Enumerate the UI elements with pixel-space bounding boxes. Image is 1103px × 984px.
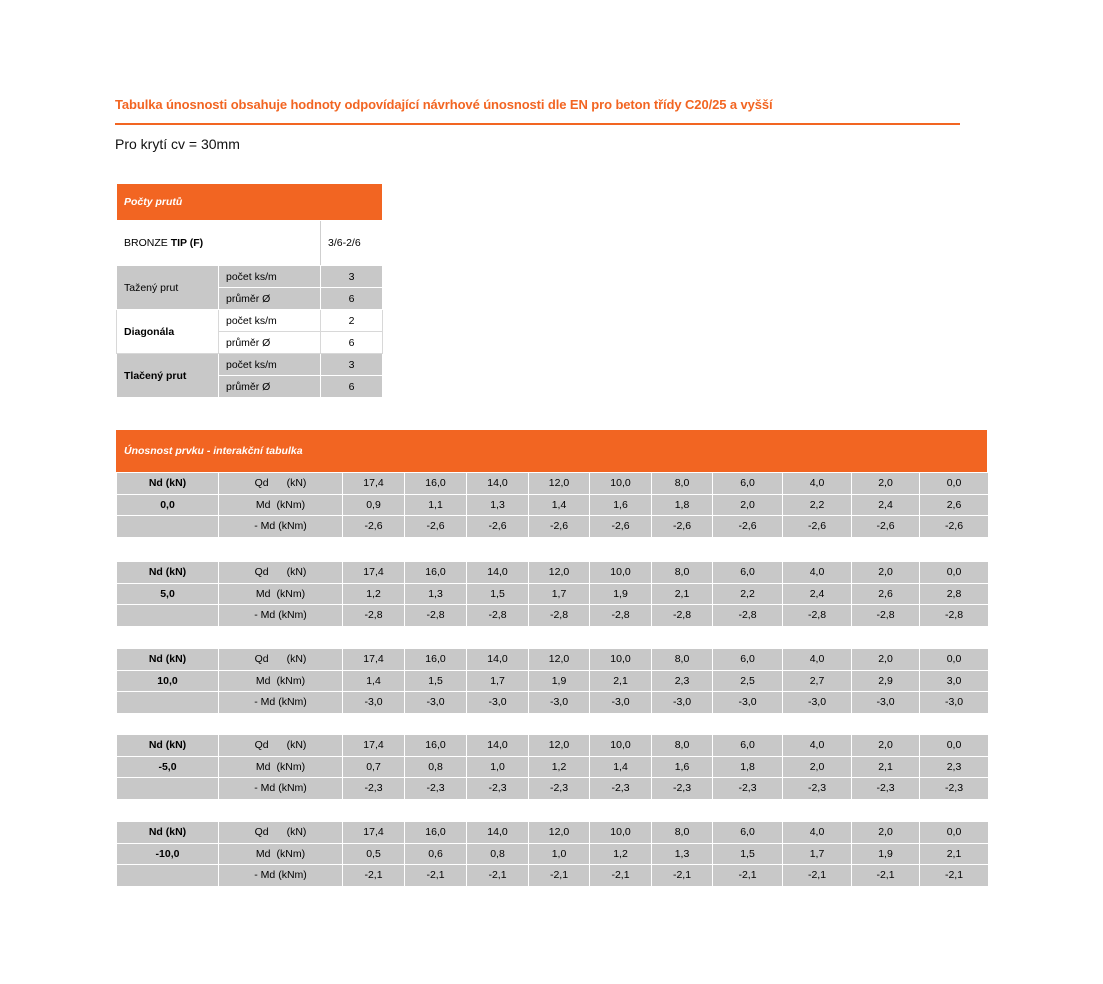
md-label [219,494,343,516]
qd-value: 10,0 [590,562,652,584]
negative-md-value: -2,8 [783,605,852,627]
nd-value: 0,0 [117,494,219,516]
md-value: 3,0 [920,670,989,692]
md-value: 2,3 [920,756,989,778]
negative-md-value: -2,1 [652,865,713,887]
nd-label: Nd (kN) [117,562,219,584]
negative-md-value: -3,0 [713,692,783,714]
qd-value: 14,0 [467,562,529,584]
group-row-value: 3 [321,354,383,376]
qd-unit: (kN) [286,739,307,752]
group-row-value: 6 [321,288,383,310]
negative-md-value: -2,8 [529,605,590,627]
qd-value: 14,0 [467,735,529,757]
md-row [117,494,989,516]
qd-value: 8,0 [652,473,713,495]
negative-md-value: -3,0 [590,692,652,714]
negative-md-value: -2,3 [405,778,467,800]
md-symbol: Md [255,847,271,860]
md-value: 1,5 [405,670,467,692]
negative-md-row [117,692,989,714]
md-value: 2,6 [920,494,989,516]
md-value: 0,6 [405,843,467,865]
negative-md-unit: (kNm) [278,696,307,709]
negative-md-row [117,865,989,887]
qd-value: 10,0 [590,649,652,671]
negative-md-label [219,516,343,538]
md-value: 1,8 [713,756,783,778]
qd-row [117,822,989,844]
qd-value: 10,0 [590,822,652,844]
negative-md-value: -3,0 [852,692,920,714]
md-label [219,843,343,865]
qd-label [219,649,343,671]
group-row-label: počet ks/m [219,266,321,288]
qd-value: 12,0 [529,735,590,757]
qd-value: 8,0 [652,562,713,584]
md-value: 2,1 [652,583,713,605]
qd-value: 4,0 [783,649,852,671]
negative-md-value: -2,6 [467,516,529,538]
md-value: 0,9 [343,494,405,516]
md-label [219,670,343,692]
empty-cell [117,692,219,714]
qd-unit: (kN) [286,566,307,579]
qd-value: 4,0 [783,562,852,584]
qd-symbol: Qd [254,826,269,839]
negative-md-value: -2,8 [405,605,467,627]
md-row [117,843,989,865]
page-heading: Tabulka únosnosti obsahuje hodnoty odpovídající návrhové únosnosti dle EN pro beton třídy C20/25 a vyšší [115,97,773,112]
md-value: 2,2 [713,583,783,605]
md-unit: (kNm) [276,847,306,860]
md-value: 1,9 [852,843,920,865]
negative-md-value: -2,3 [343,778,405,800]
nd-label: Nd (kN) [117,735,219,757]
qd-value: 4,0 [783,822,852,844]
negative-md-unit: (kNm) [278,609,307,622]
empty-cell [117,778,219,800]
qd-value: 2,0 [852,473,920,495]
qd-value: 2,0 [852,649,920,671]
qd-value: 0,0 [920,649,989,671]
qd-value: 17,4 [343,649,405,671]
interaction-table-title: Únosnost prvku - interakční tabulka [116,430,987,472]
negative-md-value: -2,8 [590,605,652,627]
md-value: 1,0 [529,843,590,865]
negative-md-value: -2,1 [343,865,405,887]
md-value: 2,5 [713,670,783,692]
md-label [219,756,343,778]
negative-md-label [219,778,343,800]
interaction-block [116,561,989,627]
qd-value: 14,0 [467,473,529,495]
product-name [117,221,321,266]
md-unit: (kNm) [276,760,306,773]
qd-value: 0,0 [920,822,989,844]
md-unit: (kNm) [276,587,306,600]
md-row [117,756,989,778]
negative-md-value: -3,0 [343,692,405,714]
md-value: 1,9 [590,583,652,605]
negative-md-symbol: - Md [254,782,276,795]
negative-md-value: -2,6 [405,516,467,538]
qd-unit: (kN) [286,477,307,490]
md-value: 2,1 [852,756,920,778]
qd-value: 17,4 [343,735,405,757]
cover-subtitle: Pro krytí cv = 30mm [115,136,240,152]
negative-md-value: -2,3 [713,778,783,800]
product-prefix: BRONZE [124,237,168,249]
md-symbol: Md [255,498,271,511]
qd-value: 14,0 [467,649,529,671]
qd-value: 6,0 [713,649,783,671]
qd-value: 2,0 [852,822,920,844]
md-value: 2,1 [590,670,652,692]
qd-value: 14,0 [467,822,529,844]
md-value: 2,4 [783,583,852,605]
qd-value: 10,0 [590,473,652,495]
negative-md-value: -2,1 [713,865,783,887]
negative-md-value: -3,0 [405,692,467,714]
interaction-block [116,472,989,538]
qd-value: 12,0 [529,473,590,495]
negative-md-value: -2,1 [529,865,590,887]
qd-value: 6,0 [713,735,783,757]
negative-md-value: -2,8 [343,605,405,627]
negative-md-value: -2,8 [852,605,920,627]
nd-label: Nd (kN) [117,649,219,671]
negative-md-value: -2,6 [343,516,405,538]
md-value: 2,0 [783,756,852,778]
qd-value: 10,0 [590,735,652,757]
md-value: 2,4 [852,494,920,516]
qd-value: 16,0 [405,473,467,495]
product-model: TIP (F) [170,237,204,249]
negative-md-value: -2,3 [590,778,652,800]
group-name: Tlačený prut [117,354,219,398]
negative-md-row [117,605,989,627]
negative-md-value: -2,8 [920,605,989,627]
md-unit: (kNm) [276,498,306,511]
md-value: 2,1 [920,843,989,865]
md-value: 1,4 [529,494,590,516]
negative-md-value: -3,0 [920,692,989,714]
md-value: 1,6 [590,494,652,516]
md-value: 0,8 [405,756,467,778]
negative-md-value: -2,6 [713,516,783,538]
qd-label [219,822,343,844]
negative-md-symbol: - Md [254,520,276,533]
negative-md-value: -2,3 [467,778,529,800]
negative-md-unit: (kNm) [278,520,307,533]
negative-md-value: -2,6 [852,516,920,538]
nd-label: Nd (kN) [117,822,219,844]
md-value: 1,3 [652,843,713,865]
qd-value: 6,0 [713,562,783,584]
negative-md-value: -2,3 [783,778,852,800]
negative-md-value: -2,1 [405,865,467,887]
negative-md-symbol: - Md [254,869,276,882]
qd-value: 4,0 [783,735,852,757]
nd-label: Nd (kN) [117,473,219,495]
negative-md-value: -2,8 [713,605,783,627]
negative-md-unit: (kNm) [278,869,307,882]
negative-md-symbol: - Md [254,609,276,622]
negative-md-symbol: - Md [254,696,276,709]
group-row-label: počet ks/m [219,310,321,332]
md-value: 1,2 [343,583,405,605]
md-value: 0,5 [343,843,405,865]
md-value: 1,6 [652,756,713,778]
qd-symbol: Qd [254,653,269,666]
qd-value: 16,0 [405,562,467,584]
empty-cell [117,605,219,627]
qd-value: 17,4 [343,822,405,844]
heading-divider [115,123,960,125]
qd-symbol: Qd [254,477,269,490]
counts-table-title: Počty prutů [117,184,383,221]
md-value: 1,7 [783,843,852,865]
md-value: 0,7 [343,756,405,778]
negative-md-value: -2,1 [467,865,529,887]
md-row [117,583,989,605]
md-value: 1,5 [713,843,783,865]
md-value: 2,2 [783,494,852,516]
qd-symbol: Qd [254,739,269,752]
qd-value: 16,0 [405,735,467,757]
qd-value: 16,0 [405,822,467,844]
qd-row [117,473,989,495]
negative-md-label [219,865,343,887]
group-name: Diagonála [117,310,219,354]
md-value: 2,8 [920,583,989,605]
product-configuration: 3/6-2/6 [321,221,383,266]
md-value: 2,0 [713,494,783,516]
qd-label [219,473,343,495]
qd-value: 12,0 [529,562,590,584]
md-value: 2,3 [652,670,713,692]
qd-value: 8,0 [652,822,713,844]
qd-value: 16,0 [405,649,467,671]
qd-symbol: Qd [254,566,269,579]
md-value: 2,9 [852,670,920,692]
qd-value: 0,0 [920,735,989,757]
md-value: 1,2 [590,843,652,865]
md-value: 2,6 [852,583,920,605]
md-value: 1,0 [467,756,529,778]
negative-md-value: -2,8 [652,605,713,627]
empty-cell [117,865,219,887]
qd-label [219,562,343,584]
negative-md-value: -3,0 [783,692,852,714]
qd-value: 0,0 [920,562,989,584]
negative-md-value: -2,3 [920,778,989,800]
negative-md-value: -2,6 [529,516,590,538]
negative-md-value: -2,8 [467,605,529,627]
qd-value: 17,4 [343,473,405,495]
md-value: 1,7 [467,670,529,692]
negative-md-value: -2,1 [783,865,852,887]
negative-md-value: -2,1 [920,865,989,887]
qd-row [117,562,989,584]
qd-value: 17,4 [343,562,405,584]
negative-md-value: -2,3 [529,778,590,800]
md-value: 2,7 [783,670,852,692]
negative-md-row [117,778,989,800]
md-symbol: Md [255,674,271,687]
md-label [219,583,343,605]
bar-counts-table [116,183,383,398]
qd-value: 8,0 [652,735,713,757]
qd-value: 12,0 [529,649,590,671]
group-row-value: 2 [321,310,383,332]
negative-md-value: -3,0 [467,692,529,714]
nd-value: -5,0 [117,756,219,778]
negative-md-value: -2,3 [652,778,713,800]
negative-md-value: -2,6 [783,516,852,538]
group-row-label: průměr Ø [219,376,321,398]
group-row-value: 3 [321,266,383,288]
md-symbol: Md [255,587,271,600]
negative-md-value: -2,1 [852,865,920,887]
group-row-label: průměr Ø [219,288,321,310]
qd-row [117,735,989,757]
md-value: 0,8 [467,843,529,865]
nd-value: 5,0 [117,583,219,605]
interaction-block [116,648,989,714]
qd-value: 4,0 [783,473,852,495]
md-value: 1,2 [529,756,590,778]
negative-md-label [219,692,343,714]
md-value: 1,3 [405,583,467,605]
interaction-block [116,734,989,800]
empty-cell [117,516,219,538]
qd-value: 2,0 [852,562,920,584]
md-unit: (kNm) [276,674,306,687]
group-name: Tažený prut [117,266,219,310]
negative-md-value: -2,3 [852,778,920,800]
md-value: 1,4 [343,670,405,692]
md-symbol: Md [255,760,271,773]
negative-md-label [219,605,343,627]
md-value: 1,9 [529,670,590,692]
qd-value: 2,0 [852,735,920,757]
group-row-label: počet ks/m [219,354,321,376]
md-value: 1,5 [467,583,529,605]
negative-md-unit: (kNm) [278,782,307,795]
negative-md-value: -2,6 [652,516,713,538]
qd-value: 6,0 [713,473,783,495]
qd-value: 6,0 [713,822,783,844]
md-value: 1,4 [590,756,652,778]
qd-unit: (kN) [286,653,307,666]
negative-md-value: -2,1 [590,865,652,887]
md-row [117,670,989,692]
nd-value: 10,0 [117,670,219,692]
nd-value: -10,0 [117,843,219,865]
group-row-label: průměr Ø [219,332,321,354]
md-value: 1,1 [405,494,467,516]
negative-md-value: -3,0 [529,692,590,714]
md-value: 1,3 [467,494,529,516]
md-value: 1,8 [652,494,713,516]
qd-value: 0,0 [920,473,989,495]
negative-md-value: -3,0 [652,692,713,714]
qd-row [117,649,989,671]
negative-md-value: -2,6 [920,516,989,538]
negative-md-value: -2,6 [590,516,652,538]
negative-md-row [117,516,989,538]
group-row-value: 6 [321,332,383,354]
group-row-value: 6 [321,376,383,398]
qd-label [219,735,343,757]
qd-unit: (kN) [286,826,307,839]
md-value: 1,7 [529,583,590,605]
qd-value: 12,0 [529,822,590,844]
interaction-block [116,821,989,887]
qd-value: 8,0 [652,649,713,671]
